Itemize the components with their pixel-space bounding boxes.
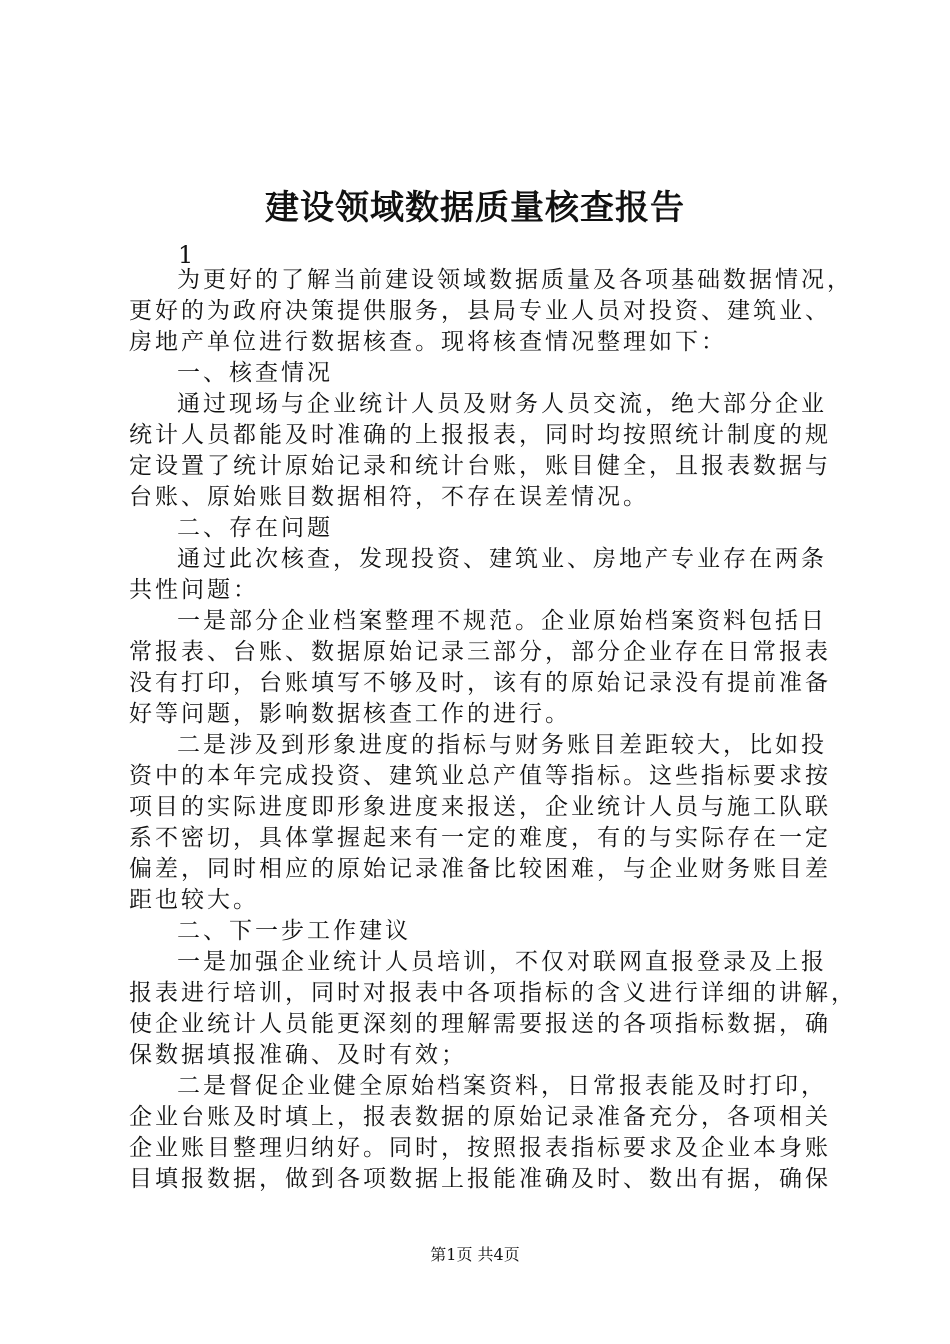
paragraph-line: 通过此次核查，发现投资、建筑业、房地产专业存在两条	[177, 546, 827, 572]
paragraph-line: 台账、原始账目数据相符，不存在误差情况。	[129, 484, 649, 510]
section-heading: 二、存在问题	[177, 515, 333, 541]
paragraph-line: 房地产单位进行数据核查。现将核查情况整理如下：	[129, 329, 727, 355]
paragraph-line: 企业账目整理归纳好。同时，按照报表指标要求及企业本身账	[129, 1135, 831, 1161]
paragraph-line: 定设置了统计原始记录和统计台账，账目健全，且报表数据与	[129, 453, 831, 479]
document-body	[129, 265, 857, 1195]
paragraph-line: 共性问题：	[129, 577, 259, 603]
paragraph-line: 企业台账及时填上，报表数据的原始记录准备充分，各项相关	[129, 1104, 831, 1130]
paragraph-line: 二是督促企业健全原始档案资料，日常报表能及时打印，	[177, 1073, 827, 1099]
paragraph-line: 系不密切，具体掌握起来有一定的难度，有的与实际存在一定	[129, 825, 831, 851]
paragraph-line: 资中的本年完成投资、建筑业总产值等指标。这些指标要求按	[129, 763, 831, 789]
paragraph-line: 常报表、台账、数据原始记录三部分，部分企业存在日常报表	[129, 639, 831, 665]
paragraph-line: 二是涉及到形象进度的指标与财务账目差距较大，比如投	[177, 732, 827, 758]
document-title: 建设领域数据质量核查报告	[265, 188, 685, 228]
paragraph-line: 好等问题，影响数据核查工作的进行。	[129, 701, 571, 727]
section-heading: 二、下一步工作建议	[177, 918, 411, 944]
paragraph-line: 距也较大。	[129, 887, 259, 913]
paragraph-line: 报表进行培训，同时对报表中各项指标的含义进行详细的讲解，	[129, 980, 857, 1006]
paragraph-line: 项目的实际进度即形象进度来报送，企业统计人员与施工队联	[129, 794, 831, 820]
paragraph-line: 更好的为政府决策提供服务，县局专业人员对投资、建筑业、	[129, 298, 831, 324]
paragraph-line: 一是部分企业档案整理不规范。企业原始档案资料包括日	[177, 608, 827, 634]
section-heading: 一、核查情况	[177, 360, 333, 386]
paragraph-line: 偏差，同时相应的原始记录准备比较困难，与企业财务账目差	[129, 856, 831, 882]
paragraph-line: 目填报数据，做到各项数据上报能准确及时、数出有据，确保	[129, 1166, 831, 1192]
paragraph-line: 为更好的了解当前建设领域数据质量及各项基础数据情况，	[177, 267, 853, 293]
paragraph-line: 统计人员都能及时准确的上报报表，同时均按照统计制度的规	[129, 422, 831, 448]
paragraph-line: 没有打印，台账填写不够及时，该有的原始记录没有提前准备	[129, 670, 831, 696]
page-mark: 1	[178, 241, 194, 269]
page-footer: 第1页 共4页	[430, 1245, 520, 1264]
paragraph-line: 通过现场与企业统计人员及财务人员交流，绝大部分企业	[177, 391, 827, 417]
paragraph-line: 保数据填报准确、及时有效；	[129, 1042, 467, 1068]
paragraph-line: 一是加强企业统计人员培训，不仅对联网直报登录及上报	[177, 949, 827, 975]
paragraph-line: 使企业统计人员能更深刻的理解需要报送的各项指标数据，确	[129, 1011, 831, 1037]
